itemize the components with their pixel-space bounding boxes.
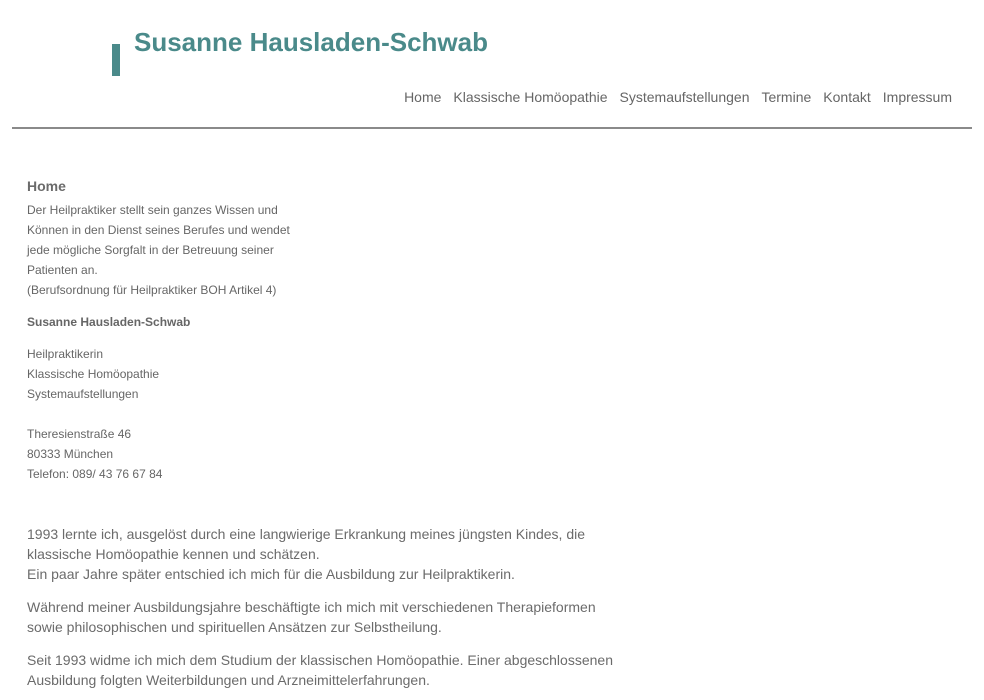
site-title[interactable]: Susanne Hausladen-Schwab (134, 27, 488, 57)
quote-source: (Berufsordnung für Heilpraktiker BOH Artikel 4) (27, 283, 277, 297)
quote-line: Können in den Dienst seines Berufes und wendet (27, 223, 290, 237)
profession-line: Heilpraktikerin (27, 347, 104, 361)
paragraph-line: Ein paar Jahre später entschied ich mich für die Ausbildung zur Heilpraktikerin. (27, 566, 515, 582)
address-street: Theresienstraße 46 (27, 427, 132, 441)
bio-paragraph (27, 650, 627, 690)
main-content (27, 178, 627, 690)
header-divider (12, 127, 972, 129)
main-navigation (404, 89, 952, 105)
phone-number: Telefon: 089/ 43 76 67 84 (27, 467, 163, 481)
page-title: Home (27, 178, 66, 194)
paragraph-line: Während meiner Ausbildungsjahre beschäftigte ich mich mit verschiedenen Therapieformen (27, 599, 596, 615)
nav-item-klassische-homoeopathie[interactable]: Klassische Homöopathie (453, 89, 608, 105)
bio-paragraph (27, 524, 627, 584)
nav-item-termine[interactable]: Termine (761, 89, 812, 105)
practitioner-name: Susanne Hausladen-Schwab (27, 315, 191, 329)
quote-line: jede mögliche Sorgfalt in der Betreuung seiner (27, 243, 274, 257)
quote-line: Der Heilpraktiker stellt sein ganzes Wissen und (27, 203, 278, 217)
quote-block (27, 200, 627, 300)
title-accent-bar (112, 44, 120, 76)
nav-item-systemaufstellungen[interactable]: Systemaufstellungen (619, 89, 750, 105)
quote-line: Patienten an. (27, 263, 98, 277)
address-city: 80333 München (27, 447, 114, 461)
profession-line: Klassische Homöopathie (27, 367, 160, 381)
bio-paragraph (27, 597, 627, 637)
profession-block (27, 344, 627, 404)
paragraph-line: 1993 lernte ich, ausgelöst durch eine langwierige Erkrankung meines jüngsten Kindes, die (27, 526, 586, 542)
paragraph-line: sowie philosophischen und spirituellen Ansätzen zur Selbstheilung. (27, 619, 442, 635)
address-block (27, 424, 627, 484)
paragraph-line: klassische Homöopathie kennen und schätzen. (27, 546, 320, 562)
paragraph-line: Seit 1993 widme ich mich dem Studium der klassischen Homöopathie. Einer abgeschlossenen (27, 652, 613, 668)
nav-item-impressum[interactable]: Impressum (882, 89, 952, 105)
nav-item-kontakt[interactable]: Kontakt (823, 89, 871, 105)
nav-item-home[interactable]: Home (404, 89, 442, 105)
paragraph-line: Ausbildung folgten Weiterbildungen und Arzneimittelerfahrungen. (27, 672, 430, 688)
profession-line: Systemaufstellungen (27, 387, 139, 401)
